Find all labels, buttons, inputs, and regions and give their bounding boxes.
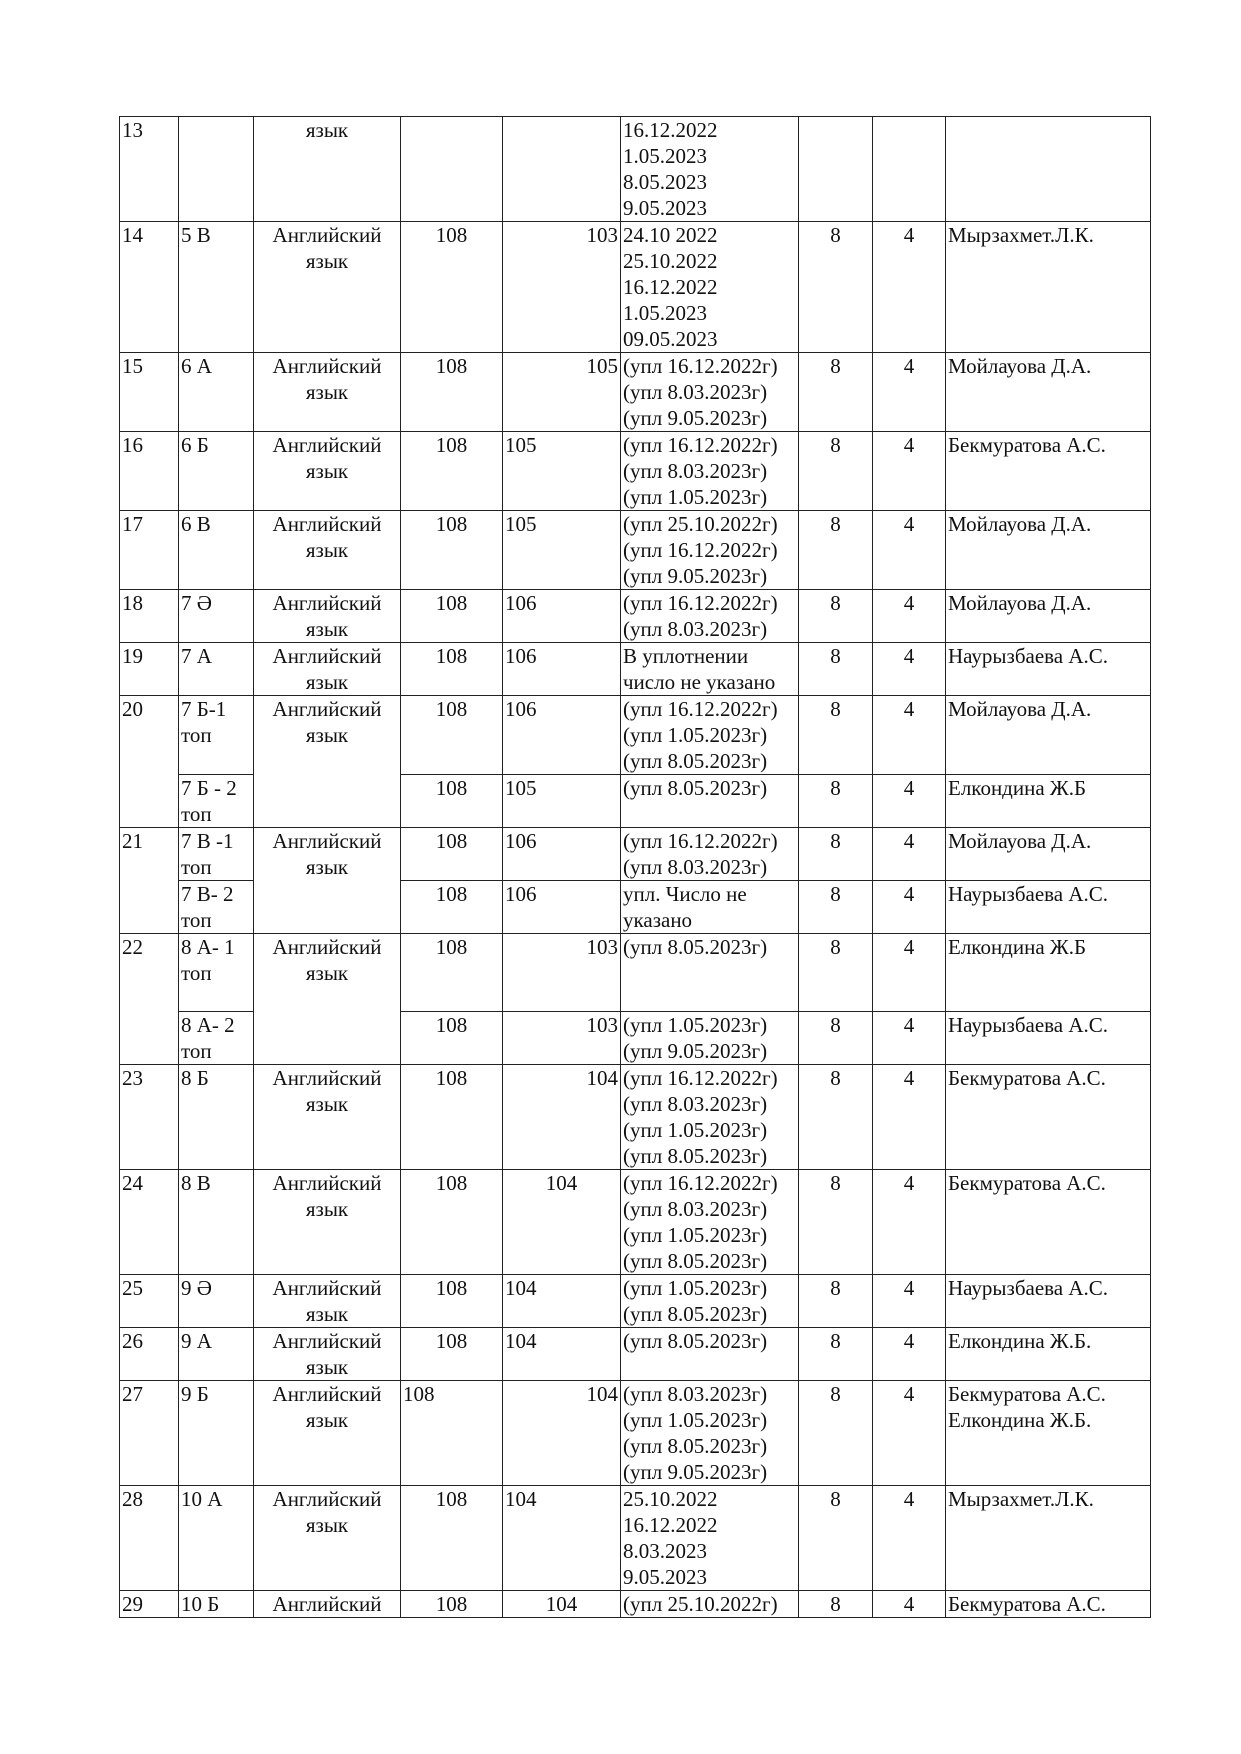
actual-hours-cell: 106 xyxy=(503,828,621,881)
col7-cell: 8 xyxy=(799,590,873,643)
table-row xyxy=(120,1275,1151,1328)
dates-cell-line: (упл 16.12.2022г) xyxy=(623,1066,778,1090)
row-number-cell: 23 xyxy=(120,1065,179,1170)
dates-cell-line: (упл 9.05.2023г) xyxy=(623,1039,768,1063)
subject-text: Английский язык xyxy=(272,1171,382,1221)
total-hours-cell: 108 xyxy=(401,1486,503,1591)
class-cell: 8 А- 2 топ xyxy=(179,1012,254,1065)
dates-cell-line: (упл 16.12.2022г) xyxy=(623,433,778,457)
col8-cell: 4 xyxy=(873,511,946,590)
table-row xyxy=(120,590,1151,643)
col7-cell: 8 xyxy=(799,222,873,353)
actual-hours-cell: 106 xyxy=(503,643,621,696)
col8-cell: 4 xyxy=(873,1012,946,1065)
table-row xyxy=(120,117,1151,222)
class-cell: 8 Б xyxy=(179,1065,254,1170)
subject-cell xyxy=(254,1486,401,1591)
subject-text: Английский язык xyxy=(272,697,382,747)
total-hours-cell: 108 xyxy=(401,432,503,511)
teacher-cell xyxy=(946,117,1151,222)
col7-cell: 8 xyxy=(799,1065,873,1170)
dates-cell-line: (упл 1.05.2023г) xyxy=(623,1118,768,1142)
col7-cell: 8 xyxy=(799,881,873,934)
actual-hours-cell: 103 xyxy=(503,222,621,353)
teacher-cell: Наурызбаева А.С. xyxy=(946,1275,1151,1328)
col7-cell: 8 xyxy=(799,1486,873,1591)
row-number-cell: 29 xyxy=(120,1591,179,1618)
actual-hours-cell: 104 xyxy=(503,1275,621,1328)
class-cell: 6 А xyxy=(179,353,254,432)
col7-cell: 8 xyxy=(799,1328,873,1381)
dates-cell-line: 8.05.2023 xyxy=(623,170,707,194)
col7-cell: 8 xyxy=(799,432,873,511)
actual-hours-cell: 104 xyxy=(503,1486,621,1591)
dates-cell-line: (упл 1.05.2023г) xyxy=(623,1223,768,1247)
subject-cell xyxy=(254,934,401,1065)
subject-cell xyxy=(254,222,401,353)
table-row xyxy=(120,1486,1151,1591)
total-hours-cell xyxy=(401,117,503,222)
dates-cell xyxy=(621,1012,799,1065)
dates-cell-line: (упл 16.12.2022г) xyxy=(623,829,778,853)
class-cell: 9 Ә xyxy=(179,1275,254,1328)
class-cell: 7 В -1 топ xyxy=(179,828,254,881)
dates-cell-line: 24.10 2022 xyxy=(623,223,718,247)
actual-hours-cell: 104 xyxy=(503,1381,621,1486)
actual-hours-cell: 105 xyxy=(503,775,621,828)
col8-cell: 4 xyxy=(873,1065,946,1170)
subject-cell xyxy=(254,1275,401,1328)
dates-cell-line: (упл 16.12.2022г) xyxy=(623,1171,778,1195)
row-number-cell: 25 xyxy=(120,1275,179,1328)
total-hours-cell: 108 xyxy=(401,1012,503,1065)
total-hours-cell: 108 xyxy=(401,511,503,590)
col8-cell: 4 xyxy=(873,696,946,775)
subject-cell xyxy=(254,1328,401,1381)
row-number-cell: 21 xyxy=(120,828,179,934)
teacher-cell: Бекмуратова А.С. xyxy=(946,432,1151,511)
subject-cell xyxy=(254,696,401,828)
class-cell: 5 В xyxy=(179,222,254,353)
subject-cell xyxy=(254,117,401,222)
actual-hours-cell: 104 xyxy=(503,1328,621,1381)
row-number-cell: 24 xyxy=(120,1170,179,1275)
dates-cell-line: 09.05.2023 xyxy=(623,327,718,351)
total-hours-cell: 108 xyxy=(401,353,503,432)
subject-text: Английский язык xyxy=(272,935,382,985)
table-row xyxy=(120,1065,1151,1170)
dates-cell-line: (упл 1.05.2023г) xyxy=(623,1408,768,1432)
teacher-cell: Бекмуратова А.С. xyxy=(946,1065,1151,1170)
total-hours-cell: 108 xyxy=(401,1065,503,1170)
dates-cell-line: (упл 8.05.2023г) xyxy=(623,1249,768,1273)
col8-cell: 4 xyxy=(873,432,946,511)
col7-cell: 8 xyxy=(799,775,873,828)
col8-cell: 4 xyxy=(873,1381,946,1486)
subject-text: Английский язык xyxy=(272,1329,382,1379)
total-hours-cell: 108 xyxy=(401,828,503,881)
col7-cell: 8 xyxy=(799,1275,873,1328)
total-hours-cell: 108 xyxy=(401,643,503,696)
dates-cell-line: В уплотнении xyxy=(623,644,749,668)
row-number-cell: 19 xyxy=(120,643,179,696)
col8-cell: 4 xyxy=(873,353,946,432)
class-cell: 6 В xyxy=(179,511,254,590)
dates-cell-line: (упл 1.05.2023г) xyxy=(623,723,768,747)
teacher-cell: Мойлауова Д.А. xyxy=(946,590,1151,643)
actual-hours-cell: 106 xyxy=(503,696,621,775)
total-hours-cell: 108 xyxy=(401,1381,503,1486)
teacher-cell: Наурызбаева А.С. xyxy=(946,643,1151,696)
total-hours-cell: 108 xyxy=(401,222,503,353)
table-row xyxy=(120,511,1151,590)
col7-cell: 8 xyxy=(799,353,873,432)
row-number-cell: 17 xyxy=(120,511,179,590)
total-hours-cell: 108 xyxy=(401,1328,503,1381)
dates-cell xyxy=(621,934,799,1012)
teacher-cell: Елкондина Ж.Б xyxy=(946,934,1151,1012)
subject-text: Английский язык xyxy=(272,1276,382,1326)
class-cell: 6 Б xyxy=(179,432,254,511)
class-cell: 7 Б-1 топ xyxy=(179,696,254,775)
col7-cell xyxy=(799,117,873,222)
dates-cell-line: (упл 16.12.2022г) xyxy=(623,354,778,378)
dates-cell-line: (упл 1.05.2023г) xyxy=(623,1276,768,1300)
teacher-cell: Бекмуратова А.С. xyxy=(946,1591,1151,1618)
class-cell: 8 А- 1 топ xyxy=(179,934,254,1012)
col8-cell: 4 xyxy=(873,1591,946,1618)
class-cell: 10 А xyxy=(179,1486,254,1591)
dates-cell-line: (упл 8.05.2023г) xyxy=(623,776,768,800)
dates-cell-line: 16.12.2022 xyxy=(623,1513,718,1537)
class-cell: 10 Б xyxy=(179,1591,254,1618)
subject-text: Английский язык xyxy=(272,1066,382,1116)
actual-hours-cell: 106 xyxy=(503,881,621,934)
col8-cell: 4 xyxy=(873,881,946,934)
col8-cell: 4 xyxy=(873,828,946,881)
total-hours-cell: 108 xyxy=(401,775,503,828)
dates-cell xyxy=(621,353,799,432)
class-cell: 8 В xyxy=(179,1170,254,1275)
dates-cell-line: 25.10.2022 xyxy=(623,249,718,273)
col8-cell: 4 xyxy=(873,1328,946,1381)
dates-cell xyxy=(621,1275,799,1328)
dates-cell-line: 1.05.2023 xyxy=(623,144,707,168)
col8-cell xyxy=(873,117,946,222)
dates-cell xyxy=(621,643,799,696)
table-row xyxy=(120,696,1151,775)
teacher-cell: Бекмуратова А.С. Елкондина Ж.Б. xyxy=(946,1381,1151,1486)
subject-cell xyxy=(254,1170,401,1275)
subject-text: Английский язык xyxy=(272,223,382,273)
subject-cell xyxy=(254,353,401,432)
row-number-cell: 27 xyxy=(120,1381,179,1486)
col7-cell: 8 xyxy=(799,643,873,696)
table-row xyxy=(120,222,1151,353)
row-number-cell: 20 xyxy=(120,696,179,828)
dates-cell-line: (упл 8.03.2023г) xyxy=(623,1092,768,1116)
dates-cell-line: (упл 25.10.2022г) xyxy=(623,512,778,536)
subject-text: Английский язык xyxy=(272,644,382,694)
row-number-cell: 16 xyxy=(120,432,179,511)
dates-cell xyxy=(621,828,799,881)
actual-hours-cell: 105 xyxy=(503,353,621,432)
subject-text: Английский язык xyxy=(272,1382,382,1432)
table-row xyxy=(120,828,1151,881)
subject-text: Английский язык xyxy=(272,512,382,562)
dates-cell-line: (упл 1.05.2023г) xyxy=(623,485,768,509)
subject-text: Английский xyxy=(272,1592,382,1616)
dates-cell xyxy=(621,881,799,934)
row-number-cell: 26 xyxy=(120,1328,179,1381)
total-hours-cell: 108 xyxy=(401,590,503,643)
dates-cell xyxy=(621,590,799,643)
subject-cell xyxy=(254,643,401,696)
dates-cell-line: 8.03.2023 xyxy=(623,1539,707,1563)
col7-cell: 8 xyxy=(799,1012,873,1065)
table-row xyxy=(120,432,1151,511)
lesson-schedule-table xyxy=(119,116,1151,1618)
table-row xyxy=(120,1591,1151,1618)
table-row xyxy=(120,1170,1151,1275)
teacher-cell: Бекмуратова А.С. xyxy=(946,1170,1151,1275)
subject-cell xyxy=(254,1591,401,1618)
col7-cell: 8 xyxy=(799,1170,873,1275)
dates-cell-line: число не указано xyxy=(623,670,776,694)
dates-cell-line: (упл 8.03.2023г) xyxy=(623,617,768,641)
col7-cell: 8 xyxy=(799,511,873,590)
total-hours-cell: 108 xyxy=(401,1170,503,1275)
dates-cell-line: (упл 8.05.2023г) xyxy=(623,1144,768,1168)
dates-cell-line: (упл 16.12.2022г) xyxy=(623,538,778,562)
table-row xyxy=(120,643,1151,696)
dates-cell xyxy=(621,696,799,775)
dates-cell xyxy=(621,432,799,511)
class-cell: 9 А xyxy=(179,1328,254,1381)
dates-cell-line: (упл 8.03.2023г) xyxy=(623,1382,768,1406)
subject-text: Английский язык xyxy=(272,829,382,879)
subject-text: Английский язык xyxy=(272,354,382,404)
table-row xyxy=(120,353,1151,432)
actual-hours-cell: 105 xyxy=(503,511,621,590)
class-cell: 7 А xyxy=(179,643,254,696)
table-body xyxy=(120,117,1151,1618)
total-hours-cell: 108 xyxy=(401,1275,503,1328)
subject-cell xyxy=(254,1065,401,1170)
dates-cell-line: 9.05.2023 xyxy=(623,196,707,220)
col8-cell: 4 xyxy=(873,643,946,696)
actual-hours-cell: 103 xyxy=(503,1012,621,1065)
class-cell: 9 Б xyxy=(179,1381,254,1486)
teacher-cell: Мойлауова Д.А. xyxy=(946,828,1151,881)
table-row xyxy=(120,1328,1151,1381)
dates-cell-line: (упл 16.12.2022г) xyxy=(623,697,778,721)
dates-cell xyxy=(621,511,799,590)
actual-hours-cell: 105 xyxy=(503,432,621,511)
class-cell: 7 Б - 2 топ xyxy=(179,775,254,828)
dates-cell-line: (упл 9.05.2023г) xyxy=(623,406,768,430)
dates-cell-line: (упл 8.05.2023г) xyxy=(623,749,768,773)
row-number-cell: 28 xyxy=(120,1486,179,1591)
dates-cell xyxy=(621,1381,799,1486)
row-number-cell: 22 xyxy=(120,934,179,1065)
dates-cell xyxy=(621,1170,799,1275)
dates-cell-line: (упл 8.03.2023г) xyxy=(623,855,768,879)
dates-cell-line: 1.05.2023 xyxy=(623,301,707,325)
dates-cell-line: 16.12.2022 xyxy=(623,118,718,142)
dates-cell-line: 16.12.2022 xyxy=(623,275,718,299)
subject-cell xyxy=(254,511,401,590)
dates-cell xyxy=(621,1328,799,1381)
col7-cell: 8 xyxy=(799,828,873,881)
dates-cell-line: указано xyxy=(623,908,693,932)
dates-cell xyxy=(621,775,799,828)
dates-cell-line: (упл 8.05.2023г) xyxy=(623,1434,768,1458)
table-row xyxy=(120,1381,1151,1486)
dates-cell-line: (упл 8.03.2023г) xyxy=(623,380,768,404)
row-number-cell: 14 xyxy=(120,222,179,353)
teacher-cell: Мойлауова Д.А. xyxy=(946,353,1151,432)
col8-cell: 4 xyxy=(873,222,946,353)
actual-hours-cell: 106 xyxy=(503,590,621,643)
dates-cell-line: (упл 8.05.2023г) xyxy=(623,935,768,959)
dates-cell xyxy=(621,1591,799,1618)
teacher-cell: Елкондина Ж.Б xyxy=(946,775,1151,828)
subject-text: Английский язык xyxy=(272,591,382,641)
dates-cell-line: (упл 1.05.2023г) xyxy=(623,1013,768,1037)
dates-cell-line: 9.05.2023 xyxy=(623,1565,707,1589)
row-number-cell: 15 xyxy=(120,353,179,432)
teacher-cell: Наурызбаева А.С. xyxy=(946,1012,1151,1065)
actual-hours-cell: 104 xyxy=(503,1591,621,1618)
total-hours-cell: 108 xyxy=(401,1591,503,1618)
actual-hours-cell xyxy=(503,117,621,222)
col7-cell: 8 xyxy=(799,934,873,1012)
total-hours-cell: 108 xyxy=(401,881,503,934)
subject-text: Английский язык xyxy=(272,433,382,483)
subject-text: язык xyxy=(305,118,349,142)
dates-cell xyxy=(621,222,799,353)
col8-cell: 4 xyxy=(873,934,946,1012)
dates-cell-line: (упл 9.05.2023г) xyxy=(623,564,768,588)
class-cell xyxy=(179,117,254,222)
dates-cell xyxy=(621,117,799,222)
dates-cell-line: (упл 16.12.2022г) xyxy=(623,591,778,615)
col8-cell: 4 xyxy=(873,1486,946,1591)
teacher-cell: Мойлауова Д.А. xyxy=(946,696,1151,775)
dates-cell-line: 25.10.2022 xyxy=(623,1487,718,1511)
dates-cell-line: (упл 8.05.2023г) xyxy=(623,1329,768,1353)
dates-cell xyxy=(621,1486,799,1591)
teacher-cell: Елкондина Ж.Б. xyxy=(946,1328,1151,1381)
subject-cell xyxy=(254,590,401,643)
subject-text: Английский язык xyxy=(272,1487,382,1537)
dates-cell-line: упл. Число не xyxy=(623,882,747,906)
col8-cell: 4 xyxy=(873,1170,946,1275)
dates-cell-line: (упл 8.05.2023г) xyxy=(623,1302,768,1326)
class-cell: 7 Ә xyxy=(179,590,254,643)
subject-cell xyxy=(254,1381,401,1486)
col7-cell: 8 xyxy=(799,1381,873,1486)
actual-hours-cell: 103 xyxy=(503,934,621,1012)
class-cell: 7 В- 2 топ xyxy=(179,881,254,934)
teacher-cell: Наурызбаева А.С. xyxy=(946,881,1151,934)
dates-cell-line: (упл 9.05.2023г) xyxy=(623,1460,768,1484)
col8-cell: 4 xyxy=(873,590,946,643)
total-hours-cell: 108 xyxy=(401,696,503,775)
col7-cell: 8 xyxy=(799,696,873,775)
subject-cell xyxy=(254,828,401,934)
row-number-cell: 18 xyxy=(120,590,179,643)
actual-hours-cell: 104 xyxy=(503,1065,621,1170)
teacher-cell: Мырзахмет.Л.К. xyxy=(946,1486,1151,1591)
actual-hours-cell: 104 xyxy=(503,1170,621,1275)
teacher-cell: Мырзахмет.Л.К. xyxy=(946,222,1151,353)
dates-cell-line: (упл 8.03.2023г) xyxy=(623,459,768,483)
dates-cell xyxy=(621,1065,799,1170)
table-row xyxy=(120,934,1151,1012)
col8-cell: 4 xyxy=(873,775,946,828)
col7-cell: 8 xyxy=(799,1591,873,1618)
row-number-cell: 13 xyxy=(120,117,179,222)
dates-cell-line: (упл 25.10.2022г) xyxy=(623,1592,778,1616)
total-hours-cell: 108 xyxy=(401,934,503,1012)
col8-cell: 4 xyxy=(873,1275,946,1328)
subject-cell xyxy=(254,432,401,511)
teacher-cell: Мойлауова Д.А. xyxy=(946,511,1151,590)
dates-cell-line: (упл 8.03.2023г) xyxy=(623,1197,768,1221)
